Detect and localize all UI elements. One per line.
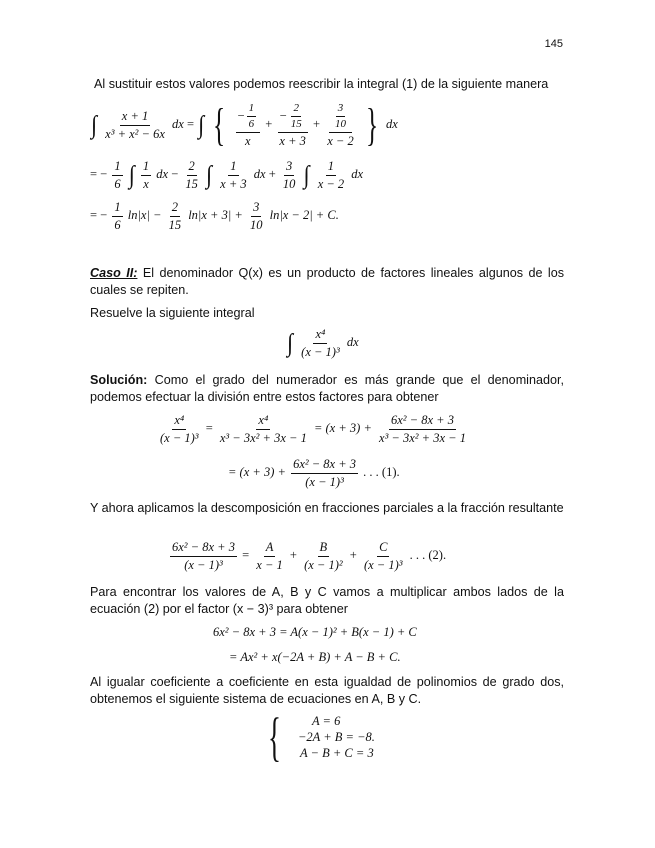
system-row: A − B + C = 3 bbox=[300, 746, 374, 760]
resuelve-paragraph: Resuelve la siguiente integral bbox=[90, 306, 255, 320]
equation-partial-fractions: $\frac{\text{6x² − 8x + 3}}{\text{(x − 1)³}}$ = $\frac{A}{x - 1}$ + $\frac{B}{\text{(x − 1)²}}$ + $\frac{C}{\text{(x − 1)³}}$ . . . (2). bbox=[172, 540, 447, 572]
page-number: 145 bbox=[544, 38, 563, 50]
solucion-paragraph: Solución: Como el grado del numerador es más grande que el denominador, podemos efectuar la división entre estos factores para obtener bbox=[90, 373, 564, 404]
equation-integral-decomposition: ∫ $\frac{x + 1}{\text{x³ + x² − 6x}}$ dx = ∫ { − $\frac{1}{6}$ x + − $\frac{2}{15}$ x + 3 + $\frac{\frac{3}{10}}{x - 2}$ } dx bbox=[91, 99, 398, 150]
igualar-paragraph: Al igualar coeficiente a coeficiente en esta igualdad de polinomios de grado dos, obtenemos el siguiente sistema de ecuaciones en A, B y C. bbox=[90, 675, 564, 706]
equation-log-result: = − $\frac{1}{6}$ ln|x| − $\frac{2}{15}$ ln|x + 3| + $\frac{3}{10}$ ln|x − 2| + C. bbox=[90, 200, 339, 232]
descomposicion-paragraph: Y ahora aplicamos la descomposición en fracciones parciales a la fracción resultante bbox=[90, 501, 564, 515]
equation-polynomial-expanded: = Ax² + x(−2A + B) + A − B + C. bbox=[229, 650, 401, 664]
system-row: −2A + B = −8. bbox=[298, 730, 375, 744]
equation-integral-x4: ∫ $\frac{\text{x⁴}}{\text{(x − 1)³}}$ dx bbox=[287, 327, 359, 359]
equation-polynomial: 6x² − 8x + 3 = A(x − 1)² + B(x − 1) + C bbox=[213, 625, 417, 639]
multiplicar-paragraph: Para encontrar los valores de A, B y C vamos a multiplicar ambos lados de la ecuación (2) por el factor (x − 3)³ para obtener bbox=[90, 585, 564, 616]
equation-division-result: = (x + 3) + $\frac{\text{6x² − 8x + 3}}{\text{(x − 1)³}}$ . . . (1). bbox=[228, 457, 400, 489]
equation-division: $\frac{\text{x⁴}}{\text{(x − 1)³}}$ = $\frac{\text{x⁴}}{\text{x³ − 3x² + 3x − 1}}$ = (x + 3) + $\frac{\text{6x² − 8x + 3}}{\text{x³ − 3x² + 3x − 1}}$ bbox=[160, 413, 466, 445]
caso-ii-paragraph: Caso II: El denominador Q(x) es un producto de factores lineales algunos de los cuales se repiten. bbox=[90, 266, 564, 297]
equation-separated-integrals: = − $\frac{1}{6}$ ∫ $\frac{1}{x}$ dx − $\frac{2}{15}$ ∫ $\frac{1}{x + 3}$ dx + $\frac{3}{10}$ ∫ $\frac{1}{x - 2}$ dx bbox=[90, 159, 364, 191]
system-row: A = 6 bbox=[312, 714, 341, 728]
intro-paragraph: Al sustituir estos valores podemos reescribir la integral (1) de la siguiente manera bbox=[94, 77, 549, 91]
